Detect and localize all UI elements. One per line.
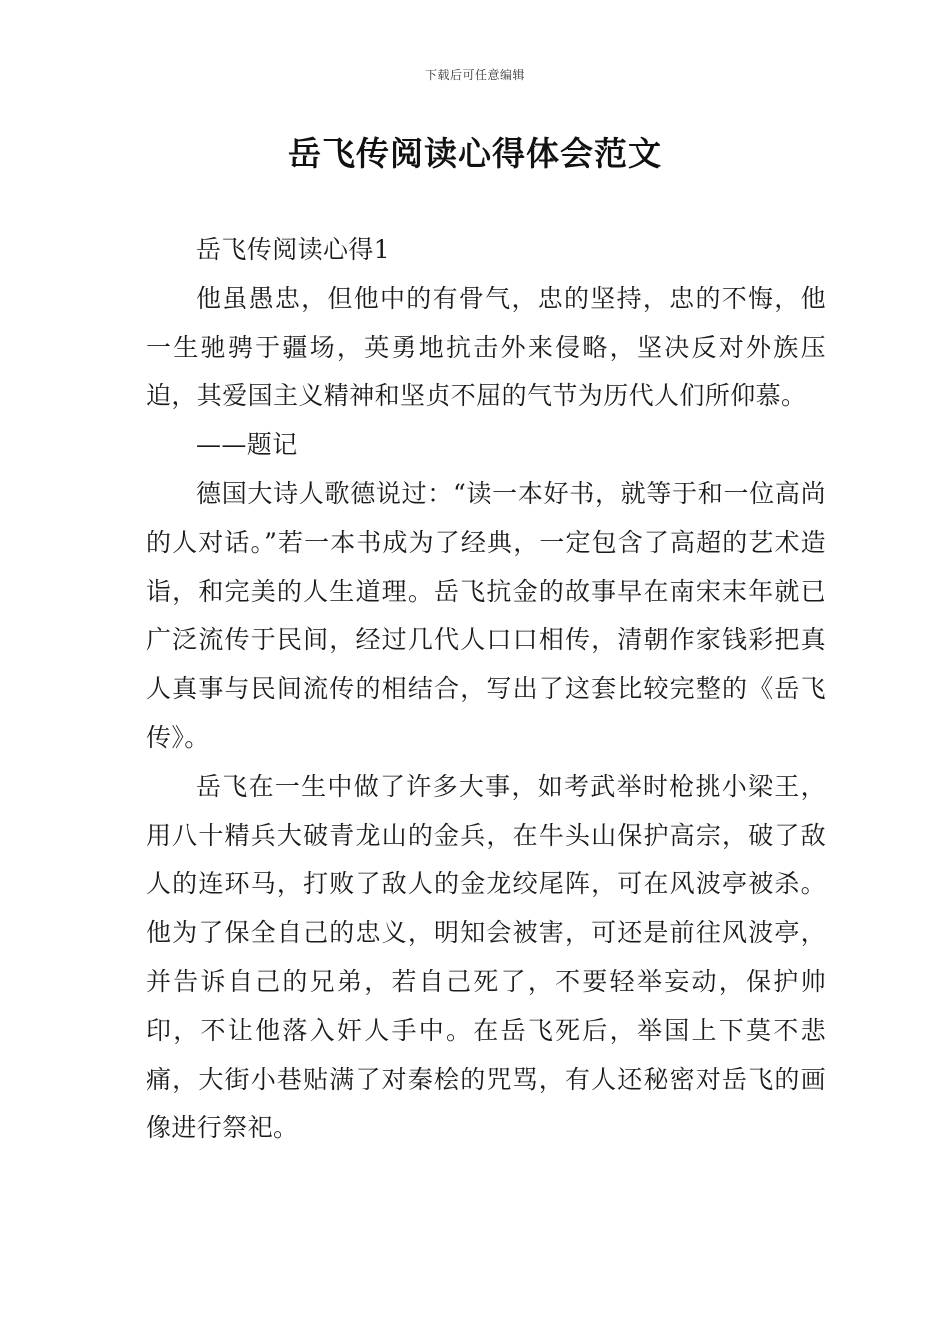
header-note: 下载后可任意编辑 xyxy=(424,68,525,82)
document-title: 岳飞传阅读心得体会范文 xyxy=(288,134,662,173)
body-paragraph: 岳飞在一生中做了许多大事，如考武举时枪挑小梁王，用八十精兵大破青龙山的金兵，在牛头山保护高宗，破了敌人的连环马，打败了敌人的金龙绞尾阵，可在风波亭被杀。他为了保全自己的忠义，明知会被害，可还是前往风波亭，并告诉自己的兄弟，若自己死了，不要轻举妄动，保护帅印，不让他落入奸人手中。在岳飞死后，举国上下莫不悲痛，大街小巷贴满了对秦桧的咒骂，有人还秘密对岳飞的画像进行祭祀。 xyxy=(146,771,826,1143)
body-paragraph: 德国大诗人歌德说过：“读一本好书，就等于和一位高尚的人对话。”若一本书成为了经典，一定包含了高超的艺术造诣，和完美的人生道理。岳飞抗金的故事早在南宋末年就已广泛流传于民间，经过几代人口口相传，清朝作家钱彩把真人真事与民间流传的相结合，写出了这套比较完整的《岳飞传》。 xyxy=(146,478,826,752)
epigraph-attribution: ——题记 xyxy=(196,430,298,460)
body-paragraph: 他虽愚忠，但他中的有骨气，忠的坚持，忠的不悔，他一生驰骋于疆场，英勇地抗击外来侵略，坚决反对外族压迫，其爱国主义精神和坚贞不屈的气节为历代人们所仰慕。 xyxy=(146,283,826,411)
document-body xyxy=(146,226,826,1153)
section-heading: 岳飞传阅读心得1 xyxy=(196,235,391,264)
